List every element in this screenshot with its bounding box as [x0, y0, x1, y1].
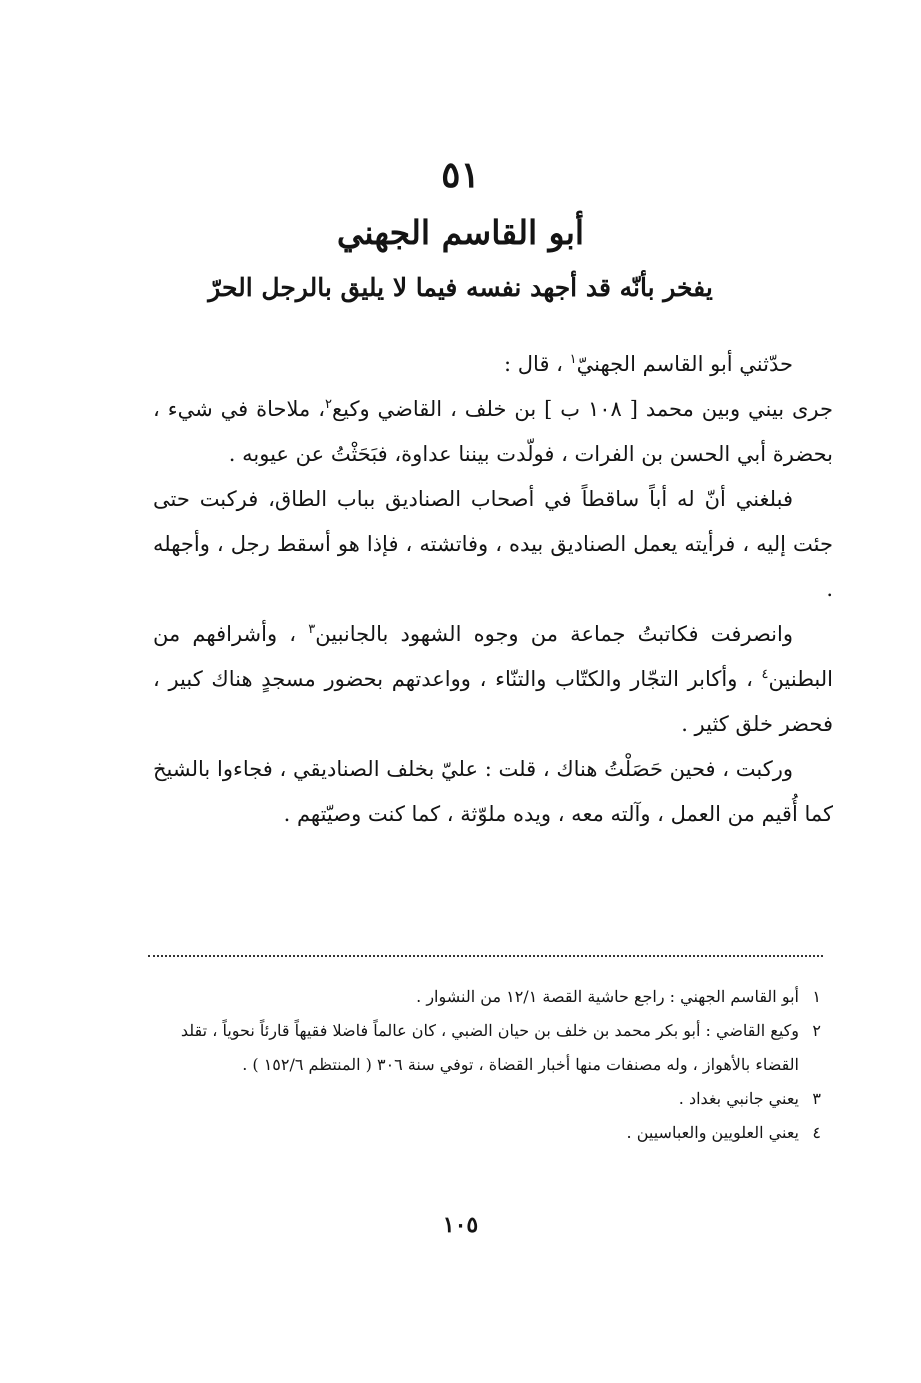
footnote-ref-1: ١ — [569, 352, 577, 367]
page-number: ١٠٥ — [442, 1212, 479, 1238]
paragraph-1-text: حدّثني أبو القاسم الجهنيّ — [576, 352, 793, 376]
paragraph-1 — [153, 342, 793, 387]
footnote-4-text: يعني العلويين والعباسيين . — [626, 1123, 799, 1142]
paragraph-3 — [153, 477, 833, 612]
footnote-1-number: ١ — [812, 987, 821, 1006]
paragraph-4-continuation: ، وأكابر التجّار والكتّاب والتنّاء ، وواعدتهم بحضور مسجدٍ هناك كبير ، فحضر خلق كثير . — [153, 667, 833, 736]
paragraph-2-text: جرى بيني وبين محمد [ ١٠٨ ب ] بن خلف ، القاضي وكيع — [331, 397, 833, 421]
footnote-3-number: ٣ — [812, 1089, 821, 1108]
paragraph-3-text: فبلغني أنّ له أباً ساقطاً في أصحاب الصناديق بباب الطاق، فركبت حتى جئت إليه ، فرأيته يعمل الصناديق بيده ، وفاتشته ، فإذا هو أسقط رجل ، وأجهله . — [153, 487, 833, 601]
paragraph-1-tail: ، قال : — [504, 352, 570, 376]
footnote-1-text: أبو القاسم الجهني : راجع حاشية القصة ١٢/١ من النشوار . — [416, 987, 799, 1006]
story-title: أبو القاسم الجهني — [336, 213, 585, 252]
footnote-4 — [153, 1116, 821, 1150]
footnote-3 — [153, 1082, 821, 1116]
paragraph-2 — [153, 387, 833, 477]
story-body — [153, 342, 833, 837]
footnote-divider — [148, 955, 823, 957]
footnote-2 — [153, 1014, 821, 1082]
paragraph-4-text: وانصرفت فكاتبتُ جماعة من وجوه الشهود بالجانبين — [315, 622, 793, 646]
paragraph-2-tail: ، ملاحاة في شيء ، بحضرة أبي الحسن بن الفرات ، فولّدت بيننا عداوة، فبَحَثْتُ عن عيوبه . — [153, 397, 833, 466]
paragraph-4-tail: ، وأشرافهم من البطنين — [153, 622, 833, 691]
story-number: ٥١ — [441, 154, 480, 196]
footnote-4-number: ٤ — [812, 1123, 821, 1142]
footnote-ref-4: ٤ — [761, 667, 769, 682]
footnote-ref-3: ٣ — [308, 622, 316, 637]
footnote-3-text: يعني جانبي بغداد . — [678, 1089, 799, 1108]
footnote-1 — [153, 980, 821, 1014]
footnotes — [153, 980, 821, 1150]
footnote-ref-2: ٢ — [324, 397, 332, 412]
footnote-2-text: وكيع القاضي : أبو بكر محمد بن خلف بن حيان الضبي ، كان عالماً فاضلا فقيهاً قارئاً نحوياً ، تقلد القضاء بالأهواز ، وله مصنفات منها أخبار القضاة ، توفي سنة ٣٠٦ ( المنتظم ١٥٢/٦ ) . — [180, 1021, 799, 1074]
paragraph-5 — [153, 747, 833, 837]
story-subtitle: يفخر بأنّه قد أجهد نفسه فيما لا يليق بالرجل الحرّ — [208, 273, 713, 302]
footnote-2-number: ٢ — [812, 1021, 821, 1040]
paragraph-4 — [153, 612, 833, 747]
paragraph-5-text: وركبت ، فحين حَصَلْتُ هناك ، قلت : عليّ بخلف الصناديقي ، فجاءوا بالشيخ كما أُقيم من العمل ، وآلته معه ، ويده ملوّثة ، كما كنت وصيّتهم . — [153, 757, 833, 826]
